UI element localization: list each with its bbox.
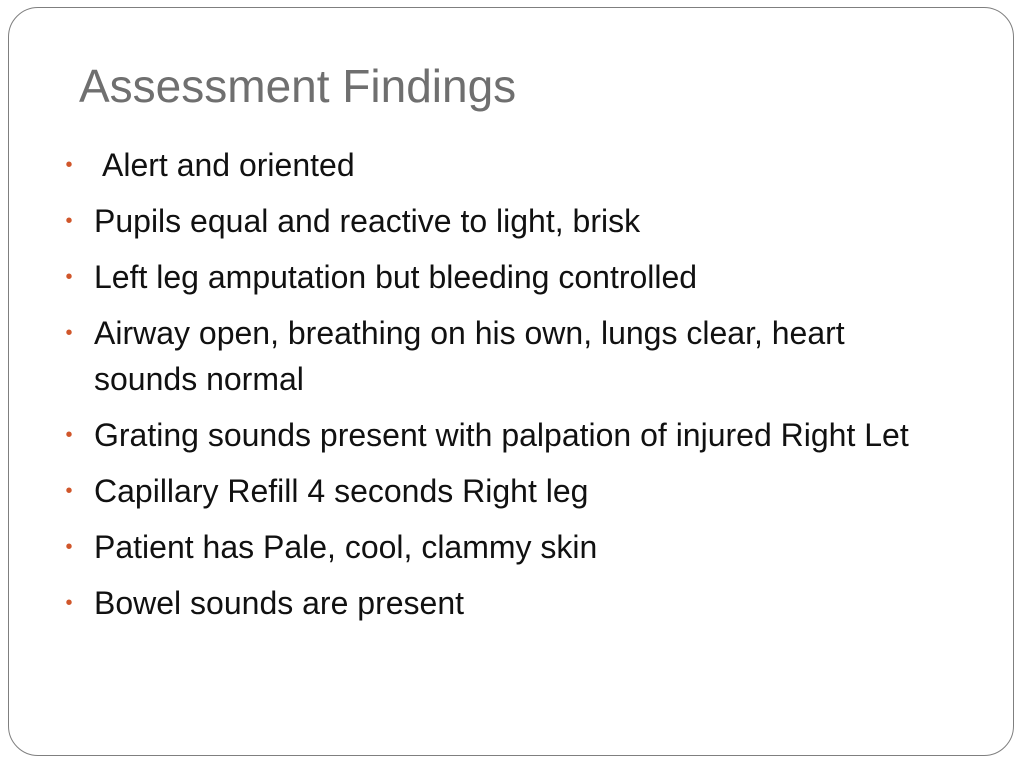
bullet-item (63, 580, 923, 626)
bullet-dot-icon: • (65, 210, 73, 232)
bullet-item (63, 254, 923, 300)
bullet-text: Airway open, breathing on his own, lungs clear, heart sounds normal (94, 315, 845, 397)
bullet-item (63, 524, 923, 570)
bullet-item (63, 198, 923, 244)
bullet-text: Left leg amputation but bleeding controlled (94, 259, 698, 295)
bullet-item (63, 468, 923, 514)
bullet-dot-icon: • (65, 424, 73, 446)
bullet-dot-icon: • (65, 266, 73, 288)
bullet-dot-icon: • (65, 154, 73, 176)
bullet-text: Bowel sounds are present (94, 585, 464, 621)
slide-title: Assessment Findings (79, 60, 517, 112)
bullet-text: Grating sounds present with palpation of injured Right Let (94, 417, 909, 453)
bullet-item (63, 310, 923, 402)
bullet-text: Capillary Refill 4 seconds Right leg (94, 473, 589, 509)
bullet-dot-icon: • (65, 480, 73, 502)
bullet-item (63, 412, 923, 458)
bullet-list (63, 142, 923, 636)
slide-frame (8, 7, 1014, 756)
bullet-dot-icon: • (65, 536, 73, 558)
bullet-text: Patient has Pale, cool, clammy skin (94, 529, 598, 565)
bullet-text: Pupils equal and reactive to light, brisk (94, 203, 641, 239)
bullet-item (63, 142, 923, 188)
bullet-dot-icon: • (65, 592, 73, 614)
bullet-text: Alert and oriented (102, 147, 355, 183)
bullet-dot-icon: • (65, 322, 73, 344)
